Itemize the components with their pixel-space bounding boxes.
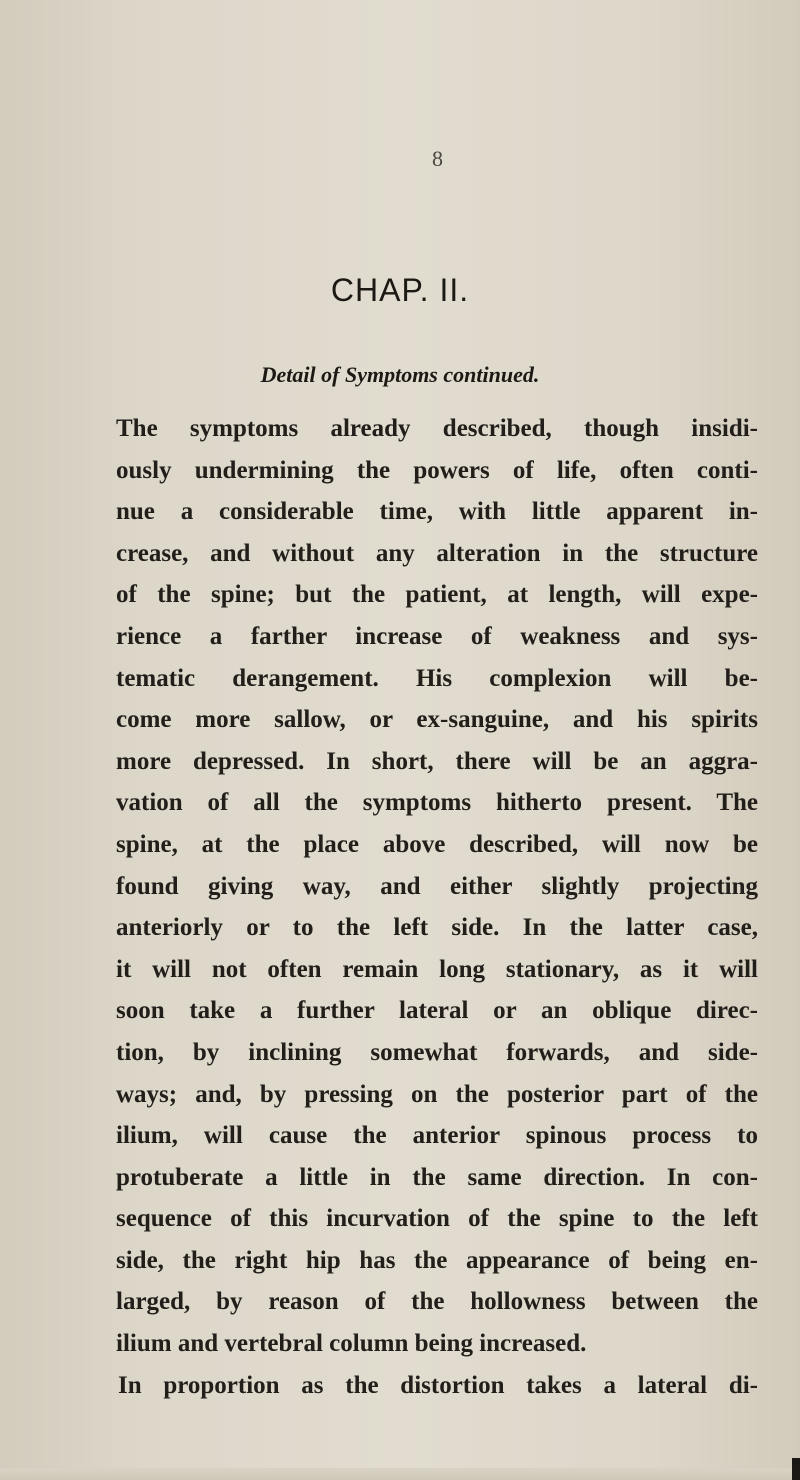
chapter-title: CHAP. II.: [330, 272, 470, 308]
text-line: soon take a further lateral or an oblique direc-: [116, 997, 758, 1025]
chapter-subtitle: Detail of Symptoms continued.: [260, 362, 540, 387]
page-bottom-edge: [0, 1468, 800, 1480]
text-line: side, the right hip has the appearance of being en-: [116, 1246, 758, 1274]
text-line: ways; and, by pressing on the posterior part of the: [116, 1080, 758, 1108]
text-line: tion, by inclining somewhat forwards, and side-: [116, 1038, 758, 1066]
text-line: vation of all the symptoms hitherto present. The: [116, 789, 758, 817]
text-line: it will not often remain long stationary, as it will: [116, 955, 758, 983]
text-line: found giving way, and either slightly projecting: [116, 872, 758, 900]
text-line: sequence of this incurvation of the spine to the left: [116, 1205, 758, 1233]
text-line: anteriorly or to the left side. In the latter case,: [116, 914, 758, 942]
text-line: ilium and vertebral column being increased.: [116, 1330, 587, 1358]
text-line: come more sallow, or ex-sanguine, and his spirits: [116, 706, 758, 734]
text-line: ously undermining the powers of life, often conti-: [116, 456, 758, 484]
text-line: crease, and without any alteration in the structure: [116, 539, 758, 567]
text-line: ilium, will cause the anterior spinous process to: [116, 1122, 758, 1150]
text-line: tematic derangement. His complexion will be-: [116, 664, 758, 692]
text-line: In proportion as the distortion takes a lateral di-: [118, 1371, 758, 1399]
body-paragraph: [116, 408, 758, 1406]
text-line: of the spine; but the patient, at length, will expe-: [116, 581, 758, 609]
text-line: rience a farther increase of weakness and sys-: [116, 622, 758, 650]
text-line: nue a considerable time, with little apparent in-: [116, 498, 758, 526]
text-line: spine, at the place above described, will now be: [116, 830, 758, 858]
text-line: The symptoms already described, though insidi-: [116, 415, 758, 442]
scan-edge-mark: [792, 1458, 800, 1480]
text-line: protuberate a little in the same direction. In con-: [116, 1163, 758, 1191]
text-line: more depressed. In short, there will be an aggra-: [116, 747, 758, 775]
page-number: 8: [432, 146, 443, 171]
text-line: larged, by reason of the hollowness between the: [116, 1288, 758, 1316]
